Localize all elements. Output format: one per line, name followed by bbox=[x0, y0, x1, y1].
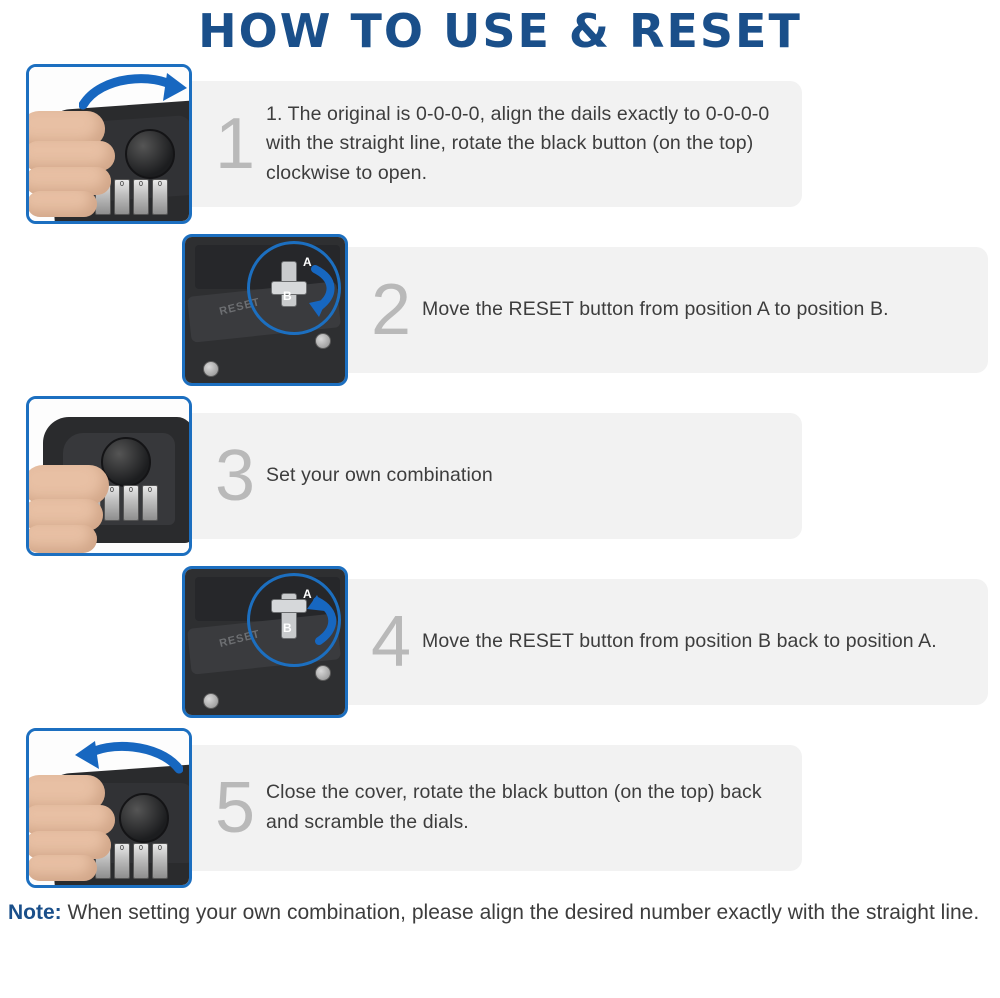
dial: 0 bbox=[114, 179, 130, 215]
rotate-back-arrow-icon bbox=[73, 737, 183, 781]
position-a-label: A bbox=[303, 587, 312, 601]
step-5-panel bbox=[174, 745, 802, 871]
step-number: 1 bbox=[214, 104, 256, 184]
note-block bbox=[8, 898, 1000, 928]
black-knob-icon bbox=[125, 129, 175, 179]
screw-icon bbox=[203, 693, 219, 709]
step-3-photo bbox=[26, 396, 192, 556]
position-b-label: B bbox=[283, 289, 292, 303]
dial: 0 bbox=[152, 179, 168, 215]
reset-label: RESET bbox=[218, 296, 262, 318]
dial: 0 bbox=[152, 843, 168, 879]
black-knob-icon bbox=[119, 793, 169, 843]
screw-icon bbox=[315, 665, 331, 681]
black-knob-icon bbox=[101, 437, 151, 487]
dial: 0 bbox=[133, 179, 149, 215]
step-2-panel bbox=[330, 247, 988, 373]
move-arrow-icon bbox=[305, 265, 345, 319]
dial: 0 bbox=[104, 485, 120, 521]
step-text: Set your own combination bbox=[266, 464, 493, 487]
screw-icon bbox=[315, 333, 331, 349]
step-item bbox=[0, 64, 1000, 224]
step-1-panel bbox=[174, 81, 802, 207]
position-b-label: B bbox=[283, 621, 292, 635]
step-item bbox=[0, 566, 1000, 718]
step-3-panel bbox=[174, 413, 802, 539]
step-item bbox=[0, 728, 1000, 888]
dial: 0 bbox=[114, 843, 130, 879]
rotate-arrow-icon bbox=[79, 71, 189, 115]
step-text: Close the cover, rotate the black button (on the top) back and scramble the dials. bbox=[266, 781, 762, 833]
step-1-photo bbox=[26, 64, 192, 224]
step-text: Move the RESET button from position A to position B. bbox=[422, 298, 889, 321]
step-text: 1. The original is 0-0-0-0, align the dails exactly to 0-0-0-0 with the straight line, rotate the black button (on the top) clockwise to open. bbox=[266, 102, 770, 184]
step-number: 2 bbox=[370, 270, 412, 350]
note-text: When setting your own combination, please align the desired number exactly with the straight line. bbox=[61, 901, 980, 924]
move-arrow-icon bbox=[305, 593, 345, 647]
dial: 0 bbox=[133, 843, 149, 879]
steps-list bbox=[0, 64, 1000, 888]
step-5-photo bbox=[26, 728, 192, 888]
reset-label: RESET bbox=[218, 628, 262, 650]
step-2-photo bbox=[182, 234, 348, 386]
step-number: 5 bbox=[214, 768, 256, 848]
page-title: HOW TO USE & RESET bbox=[198, 4, 802, 58]
step-number: 4 bbox=[370, 602, 412, 682]
screw-icon bbox=[203, 361, 219, 377]
step-item bbox=[0, 234, 1000, 386]
step-4-photo bbox=[182, 566, 348, 718]
dial: 0 bbox=[142, 485, 158, 521]
step-4-panel bbox=[330, 579, 988, 705]
position-a-label: A bbox=[303, 255, 312, 269]
step-item bbox=[0, 396, 1000, 556]
note-label: Note: bbox=[8, 901, 62, 924]
step-text: Move the RESET button from position B back to position A. bbox=[422, 630, 937, 653]
step-number: 3 bbox=[214, 436, 256, 516]
dial: 0 bbox=[123, 485, 139, 521]
